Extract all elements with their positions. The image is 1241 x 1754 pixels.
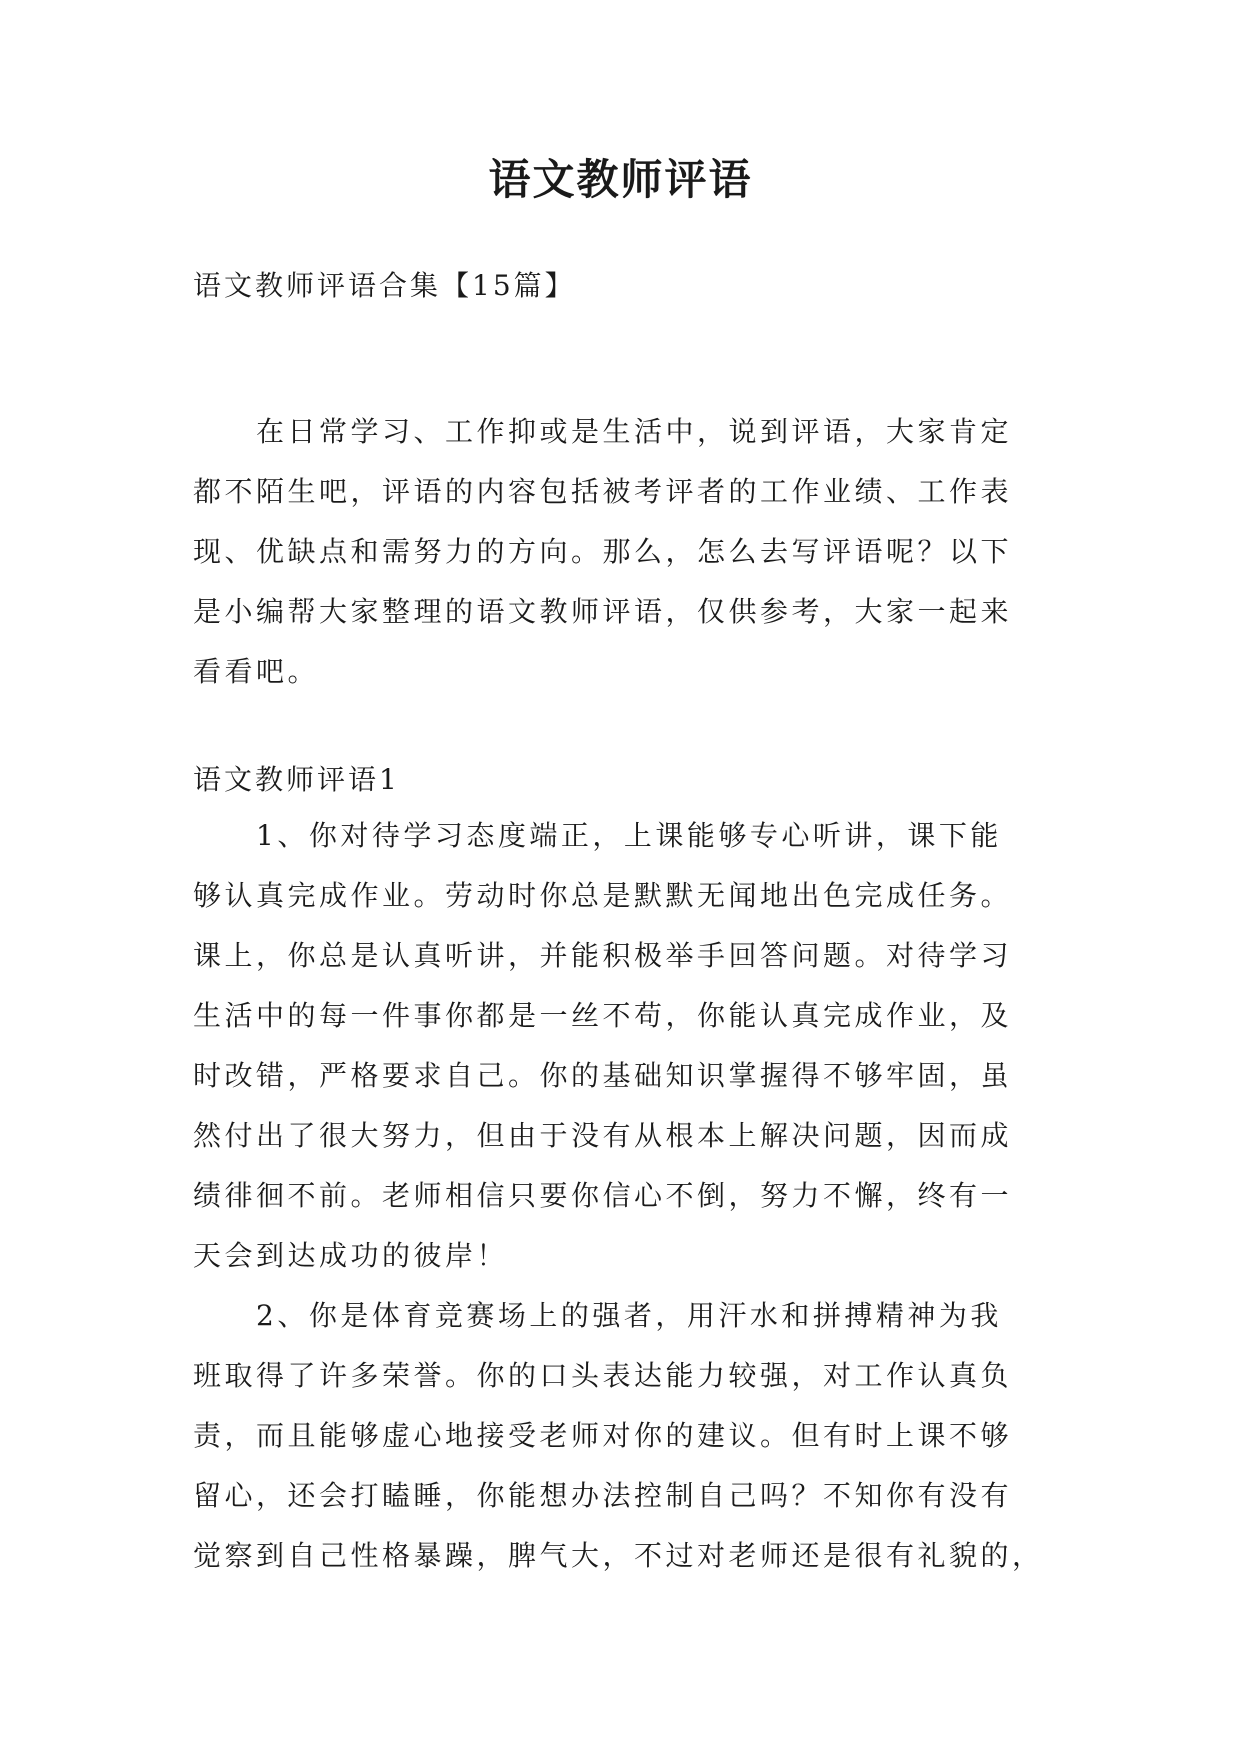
comment-line: 然付出了很大努力，但由于没有从根本上解决问题，因而成 [193,1119,1013,1152]
intro-line: 在日常学习、工作抑或是生活中，说到评语，大家肯定 [193,415,1013,448]
comment-line: 1、你对待学习态度端正，上课能够专心听讲，课下能 [193,819,1002,852]
comment-line: 时改错，严格要求自己。你的基础知识掌握得不够牢固，虽 [193,1059,1013,1092]
comment-line: 觉察到自己性格暴躁，脾气大，不过对老师还是很有礼貌的， [193,1539,1044,1572]
intro-paragraph [193,402,1073,702]
comment-line: 2、你是体育竞赛场上的强者，用汗水和拼搏精神为我 [193,1299,1002,1332]
intro-line: 都不陌生吧，评语的内容包括被考评者的工作业绩、工作表 [193,475,1013,508]
comment-line: 责，而且能够虚心地接受老师对你的建议。但有时上课不够 [193,1419,1013,1452]
comment-line: 生活中的每一件事你都是一丝不苟，你能认真完成作业，及 [193,999,1013,1032]
comments-body [193,806,1073,1586]
intro-line: 是小编帮大家整理的语文教师评语，仅供参考，大家一起来 [193,595,1013,628]
document-title: 语文教师评语 [488,155,753,204]
comment-line: 够认真完成作业。劳动时你总是默默无闻地出色完成任务。 [193,879,1013,912]
intro-line: 现、优缺点和需努力的方向。那么，怎么去写评语呢？以下 [193,535,1013,568]
section-heading: 语文教师评语1 [193,763,400,796]
comment-line: 班取得了许多荣誉。你的口头表达能力较强，对工作认真负 [193,1359,1013,1392]
comment-line: 课上，你总是认真听讲，并能积极举手回答问题。对待学习 [193,939,1013,972]
intro-line: 看看吧。 [193,655,320,688]
comment-line: 天会到达成功的彼岸！ [193,1239,509,1272]
comment-line: 绩徘徊不前。老师相信只要你信心不倒，努力不懈，终有一 [193,1179,1013,1212]
comment-line: 留心，还会打瞌睡，你能想办法控制自己吗？不知你有没有 [193,1479,1013,1512]
document-subtitle: 语文教师评语合集【15篇】 [193,269,576,302]
